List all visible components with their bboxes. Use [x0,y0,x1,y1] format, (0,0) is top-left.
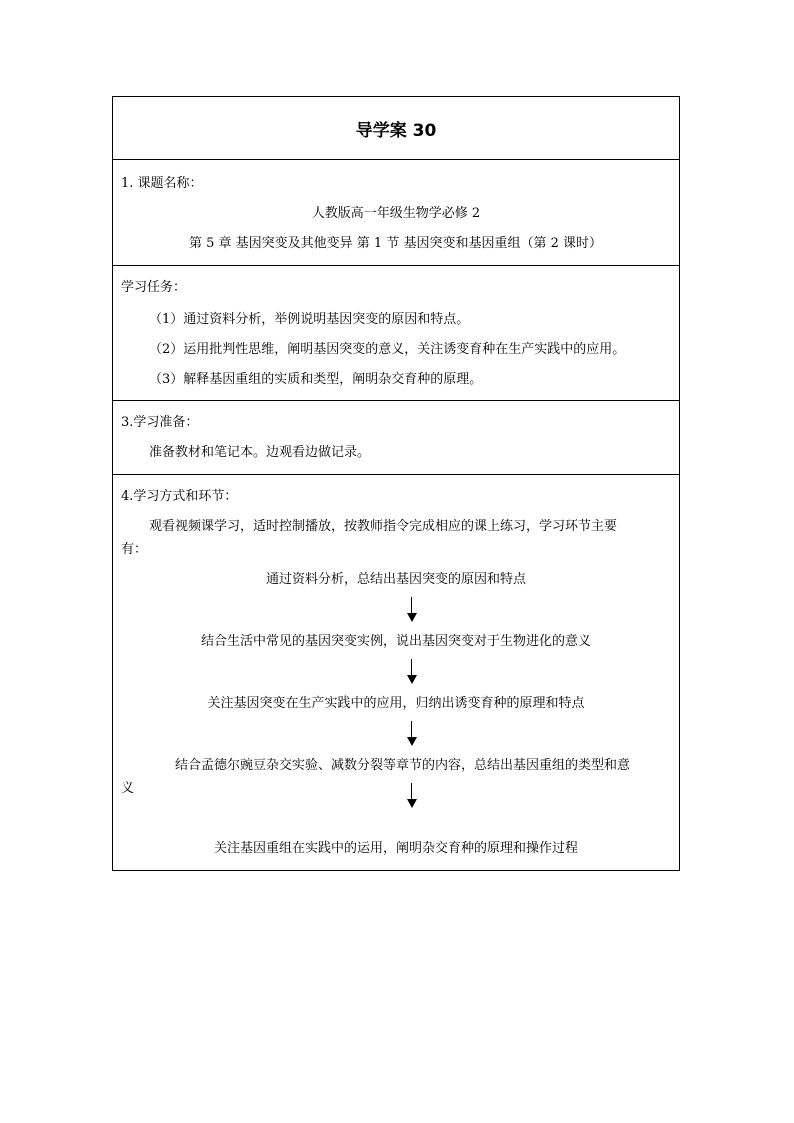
lesson-row [113,159,679,265]
study-guide-table [112,96,680,871]
method-intro: 观看视频课学习，适时控制播放，按教师指令完成相应的课上练习，学习环节主要 [149,519,618,534]
page-title: 导学案 30 [355,121,437,141]
method-intro-cont: 有： [121,542,148,557]
method-heading: 4.学习方式和环节： [121,489,238,504]
chapter-info: 第 5 章 基因突变及其他变异 第 1 节 基因突变和基因重组（第 2 课时） [189,236,603,251]
flow-step: 关注基因突变在生产实践中的应用，归纳出诱变育种的原理和特点 [207,696,585,711]
preparation-row [113,400,679,474]
preparation-text: 准备教材和笔记本。边观看边做记录。 [149,445,371,460]
method-row [113,474,679,870]
arrow-down-icon [405,597,419,623]
lesson-heading: 1. 课题名称： [121,176,203,191]
arrow-down-icon [405,783,419,809]
task-item: （3）解释基因重组的实质和类型，阐明杂交育种的原理。 [149,372,483,387]
flow-step: 结合孟德尔豌豆杂交实验、减数分裂等章节的内容，总结出基因重组的类型和意 [175,758,631,773]
textbook-name: 人教版高一年级生物学必修 2 [311,206,481,221]
tasks-heading: 学习任务： [121,280,187,295]
task-item: （2）运用批判性思维，阐明基因突变的意义，关注诱变育种在生产实践中的应用。 [149,342,626,357]
flow-step-cont: 义 [121,781,135,796]
arrow-down-icon [405,659,419,685]
tasks-row [113,265,679,400]
flow-step: 结合生活中常见的基因突变实例，说出基因突变对于生物进化的意义 [200,634,591,649]
task-item: （1）通过资料分析，举例说明基因突变的原因和特点。 [149,312,470,327]
title-row [113,97,679,159]
preparation-heading: 3.学习准备： [121,415,199,430]
flow-step: 关注基因重组在实践中的运用，阐明杂交育种的原理和操作过程 [213,841,578,856]
flow-step: 通过资料分析，总结出基因突变的原因和特点 [265,572,526,587]
arrow-down-icon [405,721,419,747]
